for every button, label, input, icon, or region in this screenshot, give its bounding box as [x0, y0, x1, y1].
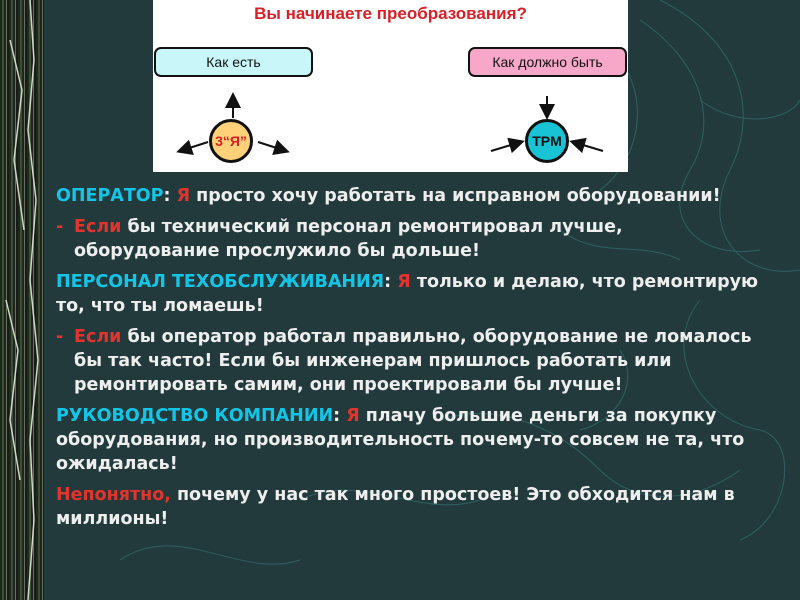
- role-label: ПЕРСОНАЛ ТЕХОБСЛУЖИВАНИЯ: [56, 272, 385, 292]
- maintenance-bullet: [56, 325, 768, 397]
- if-lead: Если: [74, 217, 122, 237]
- bullet-dash: -: [56, 217, 64, 237]
- inbound-right-arrow-icon: [573, 142, 603, 151]
- left-arrow-icon: [180, 142, 208, 151]
- statement: только и делаю, что ремонтирую то, что ты ломаешь!: [56, 272, 759, 316]
- inbound-left-arrow-icon: [491, 142, 521, 151]
- statement: бы оператор работал правильно, оборудование не ломалось бы так часто! Если бы инженерам пришлось работать или ремонтировать самим, они проектировали бы лучше!: [74, 327, 752, 395]
- bullet-dash: -: [56, 327, 64, 347]
- role-label: ОПЕРАТОР: [56, 186, 164, 206]
- right-arrow-icon: [258, 142, 286, 151]
- tpm-circle: TPM: [525, 119, 569, 163]
- management-paragraph: [56, 404, 768, 476]
- operator-bullet: [56, 215, 768, 263]
- colon: :: [333, 406, 347, 426]
- maintenance-paragraph: [56, 270, 768, 318]
- statement: просто хочу работать на исправном оборудовании!: [190, 186, 721, 206]
- ya-pronoun: Я: [346, 406, 360, 426]
- statement: почему у нас так много простоев! Это обходится нам в миллионы!: [56, 485, 735, 529]
- statement: плачу большие деньги за покупку оборудования, но производительность почему-то совсем не та, что ожидалась!: [56, 406, 745, 474]
- ya-pronoun: Я: [397, 272, 411, 292]
- conclusion-paragraph: [56, 483, 768, 531]
- statement: бы технический персонал ремонтировал лучше, оборудование прослужило бы дольше!: [74, 217, 623, 261]
- diagram-panel: [153, 0, 628, 172]
- unclear-lead: Непонятно,: [56, 485, 171, 505]
- ego-circle: 3“Я”: [209, 119, 253, 163]
- to-be-box: Как должно быть: [468, 47, 627, 77]
- operator-paragraph: [56, 184, 768, 208]
- role-label: РУКОВОДСТВО КОМПАНИИ: [56, 406, 334, 426]
- ya-pronoun: Я: [176, 186, 191, 206]
- as-is-box: Как есть: [154, 47, 313, 77]
- if-lead: Если: [74, 327, 122, 347]
- colon: :: [384, 272, 398, 292]
- slide-text: [56, 184, 768, 538]
- left-strip-map-lines: [0, 0, 44, 600]
- diagram-title: Вы начинаете преобразования?: [254, 4, 527, 23]
- colon: :: [163, 186, 177, 206]
